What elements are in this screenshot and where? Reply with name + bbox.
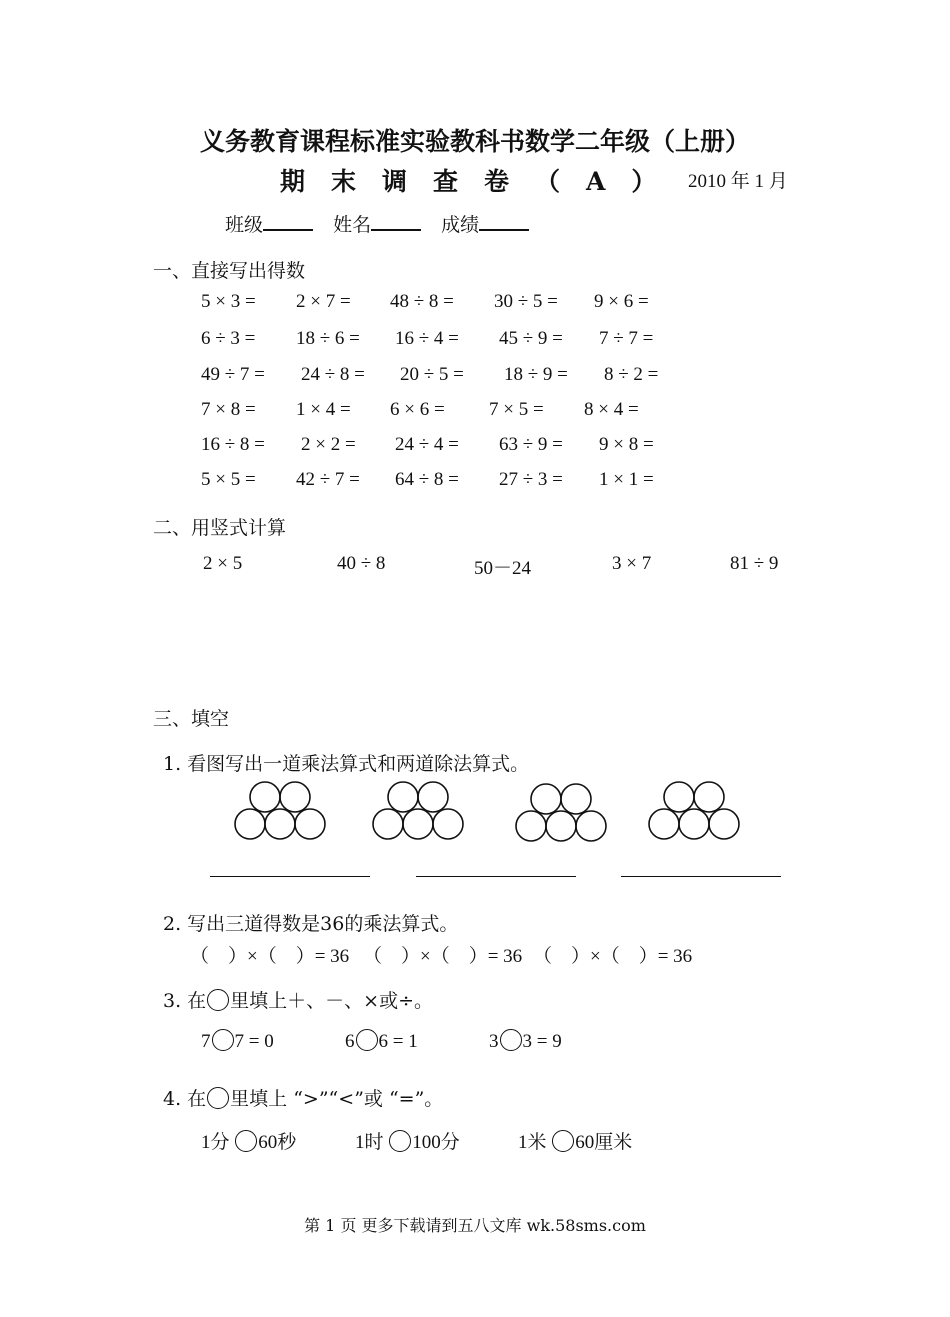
question-3 bbox=[163, 986, 433, 1013]
circle-shape bbox=[433, 809, 463, 839]
answer-line[interactable] bbox=[210, 876, 370, 877]
operator-item: 7 7 = 0 bbox=[201, 1031, 274, 1052]
compare-item: 1米 60厘米 bbox=[518, 1132, 633, 1153]
equation: 1 × 1 = bbox=[599, 469, 654, 490]
equation: 63 ÷ 9 = bbox=[499, 434, 563, 455]
exam-subtitle: 期末调查卷（A） bbox=[280, 167, 683, 196]
equation: 8 ÷ 2 = bbox=[604, 364, 659, 385]
equation: 6 × 6 = bbox=[390, 399, 445, 420]
equation: 5 × 3 = bbox=[201, 291, 256, 312]
operator-item: 3 3 = 9 bbox=[489, 1031, 562, 1052]
equation: 16 ÷ 8 = bbox=[201, 434, 265, 455]
operator-circle[interactable] bbox=[212, 1029, 234, 1051]
equation: 2 × 2 = bbox=[301, 434, 356, 455]
circle-group bbox=[235, 782, 325, 839]
equation: 49 ÷ 7 = bbox=[201, 364, 265, 385]
operator-circle[interactable] bbox=[356, 1029, 378, 1051]
circle-shape bbox=[531, 784, 561, 814]
page-footer: 第 1 页 更多下载请到五八文库 wk.58sms.com bbox=[304, 1216, 646, 1235]
exam-date: 2010 年 1 月 bbox=[688, 171, 788, 192]
equation: 8 × 4 = bbox=[584, 399, 639, 420]
section1-heading: 一、直接写出得数 bbox=[153, 260, 306, 282]
circle-shape bbox=[694, 782, 724, 812]
operator-item: 6 6 = 1 bbox=[345, 1031, 418, 1052]
circle-shape bbox=[709, 809, 739, 839]
equation: 2 × 7 = bbox=[296, 291, 351, 312]
circle-shape bbox=[576, 811, 606, 841]
vertical-calc-item: 3 × 7 bbox=[612, 553, 652, 574]
answer-line[interactable] bbox=[621, 876, 781, 877]
question-4 bbox=[163, 1084, 443, 1111]
equation: 24 ÷ 4 = bbox=[395, 434, 459, 455]
equation: 7 ÷ 7 = bbox=[599, 328, 654, 349]
equation: 6 ÷ 3 = bbox=[201, 328, 256, 349]
circle-shape bbox=[265, 809, 295, 839]
circle-shape bbox=[561, 784, 591, 814]
vertical-calc-item: 40 ÷ 8 bbox=[337, 553, 386, 574]
compare-circle[interactable] bbox=[389, 1130, 411, 1152]
equation: 20 ÷ 5 = bbox=[400, 364, 464, 385]
equation: 7 × 8 = bbox=[201, 399, 256, 420]
circle-icon bbox=[207, 989, 229, 1011]
circle-shape bbox=[235, 809, 265, 839]
circle-shape bbox=[516, 811, 546, 841]
compare-item: 1分 60秒 bbox=[201, 1132, 297, 1153]
question-2: 2. 写出三道得数是36的乘法算式。 bbox=[163, 913, 459, 935]
equation: 5 × 5 = bbox=[201, 469, 256, 490]
circle-group bbox=[516, 784, 606, 841]
section2-heading: 二、用竖式计算 bbox=[153, 517, 287, 539]
vertical-calc-item: 50－24 bbox=[474, 558, 532, 579]
operator-circle[interactable] bbox=[500, 1029, 522, 1051]
circle-shape bbox=[418, 782, 448, 812]
equation: 7 × 5 = bbox=[489, 399, 544, 420]
equation: 48 ÷ 8 = bbox=[390, 291, 454, 312]
equation: 27 ÷ 3 = bbox=[499, 469, 563, 490]
circle-shape bbox=[373, 809, 403, 839]
q3-suffix: 里填上＋、－、×或÷。 bbox=[230, 990, 434, 1012]
answer-line[interactable] bbox=[416, 876, 576, 877]
equation: 9 × 6 = bbox=[594, 291, 649, 312]
circle-icon bbox=[207, 1087, 229, 1109]
q4-prefix: 4. 在 bbox=[163, 1088, 207, 1110]
q4-suffix: 里填上 “>”“<”或 “=”。 bbox=[230, 1088, 444, 1110]
equation: 42 ÷ 7 = bbox=[296, 469, 360, 490]
circle-shape bbox=[649, 809, 679, 839]
circle-shape bbox=[679, 809, 709, 839]
equation: 9 × 8 = bbox=[599, 434, 654, 455]
compare-circle[interactable] bbox=[552, 1130, 574, 1152]
equation: 18 ÷ 9 = bbox=[504, 364, 568, 385]
equation: 24 ÷ 8 = bbox=[301, 364, 365, 385]
equation: 45 ÷ 9 = bbox=[499, 328, 563, 349]
score-label: 成绩 bbox=[441, 214, 480, 236]
exam-title: 义务教育课程标准实验教科书数学二年级（上册） bbox=[199, 127, 750, 156]
circle-shape bbox=[280, 782, 310, 812]
circle-shape bbox=[546, 811, 576, 841]
name-label: 姓名 bbox=[333, 214, 372, 236]
fill-equation[interactable]: （ ）×（ ）= 36 bbox=[190, 946, 350, 967]
circle-shape bbox=[664, 782, 694, 812]
q3-prefix: 3. 在 bbox=[163, 990, 207, 1012]
fill-equation[interactable]: （ ）×（ ）= 36 bbox=[533, 946, 693, 967]
equation: 1 × 4 = bbox=[296, 399, 351, 420]
circle-shape bbox=[295, 809, 325, 839]
equation: 18 ÷ 6 = bbox=[296, 328, 360, 349]
circle-group bbox=[649, 782, 739, 839]
compare-item: 1时 100分 bbox=[355, 1132, 460, 1153]
equation: 64 ÷ 8 = bbox=[395, 469, 459, 490]
equation: 16 ÷ 4 = bbox=[395, 328, 459, 349]
circle-shape bbox=[403, 809, 433, 839]
circle-shape bbox=[250, 782, 280, 812]
class-label: 班级 bbox=[225, 214, 264, 236]
equation: 30 ÷ 5 = bbox=[494, 291, 558, 312]
circle-shape bbox=[388, 782, 418, 812]
vertical-calc-item: 81 ÷ 9 bbox=[730, 553, 779, 574]
fill-equation[interactable]: （ ）×（ ）= 36 bbox=[363, 946, 523, 967]
vertical-calc-item: 2 × 5 bbox=[203, 553, 243, 574]
compare-circle[interactable] bbox=[235, 1130, 257, 1152]
circle-group bbox=[373, 782, 463, 839]
section3-heading: 三、填空 bbox=[153, 708, 230, 730]
question-1: 1. 看图写出一道乘法算式和两道除法算式。 bbox=[163, 753, 530, 775]
